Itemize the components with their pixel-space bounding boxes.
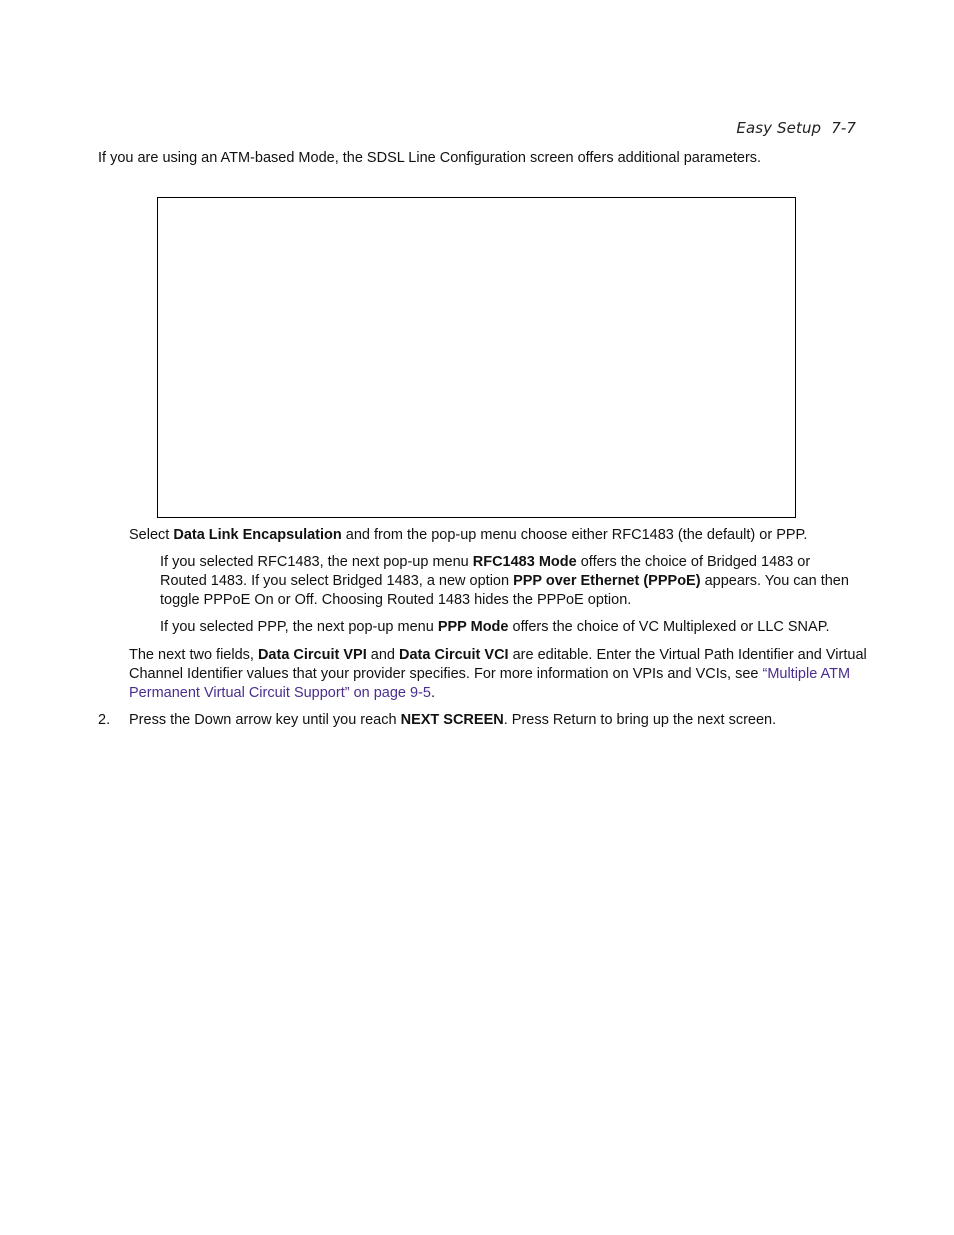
text: If you selected RFC1483, the next pop-up menu: [160, 554, 473, 570]
step-2-paragraph: [129, 711, 869, 730]
text: and from the pop-up menu choose either RFC1483 (the default) or PPP.: [341, 527, 808, 543]
term-data-circuit-vpi: Data Circuit VPI: [257, 647, 367, 663]
text: Press the Down arrow key until you reach: [129, 712, 401, 728]
text: are editable. Enter the Virtual Path Identifier and Virtual Channel Identifier values that your provider specifies. For more information on VPIs and VCIs, see: [129, 647, 867, 682]
text: offers the choice of VC Multiplexed or LLC SNAP.: [508, 619, 830, 635]
text: offers the choice of Bridged 1483 or Routed 1483. If you select Bridged 1483, a new option: [160, 554, 811, 589]
term-rfc1483-mode: RFC1483 Mode: [472, 554, 577, 570]
text: and: [366, 647, 399, 663]
text: .: [430, 685, 436, 701]
step-number: 2.: [98, 712, 111, 728]
ppp-mode-paragraph: [160, 618, 870, 637]
text: Select: [129, 527, 174, 543]
term-next-screen: NEXT SCREEN: [400, 712, 504, 728]
running-header: [736, 119, 856, 137]
screenshot-figure-frame: [157, 197, 796, 518]
text: If you selected PPP, the next pop-up menu: [160, 619, 438, 635]
vpi-vci-paragraph: [129, 646, 869, 703]
header-section-title: Easy Setup: [736, 119, 822, 137]
text: The next two fields,: [129, 647, 258, 663]
term-ppp-mode: PPP Mode: [437, 619, 509, 635]
term-data-link-encapsulation: Data Link Encapsulation: [173, 527, 342, 543]
intro-paragraph: If you are using an ATM-based Mode, the SDSL Line Configuration screen offers additional parameters.: [98, 150, 762, 166]
rfc1483-paragraph: [160, 553, 860, 610]
term-data-circuit-vci: Data Circuit VCI: [398, 647, 509, 663]
term-pppoe: PPP over Ethernet (PPPoE): [513, 573, 701, 589]
text: appears. You can then toggle PPPoE On or Off. Choosing Routed 1483 hides the PPPoE option.: [160, 573, 849, 608]
text: . Press Return to bring up the next screen.: [503, 712, 777, 728]
header-page-number: 7-7: [831, 119, 856, 137]
select-encapsulation-paragraph: [129, 526, 869, 545]
cross-reference-link[interactable]: “Multiple ATM Permanent Virtual Circuit Support” on page 9-5: [129, 666, 851, 701]
